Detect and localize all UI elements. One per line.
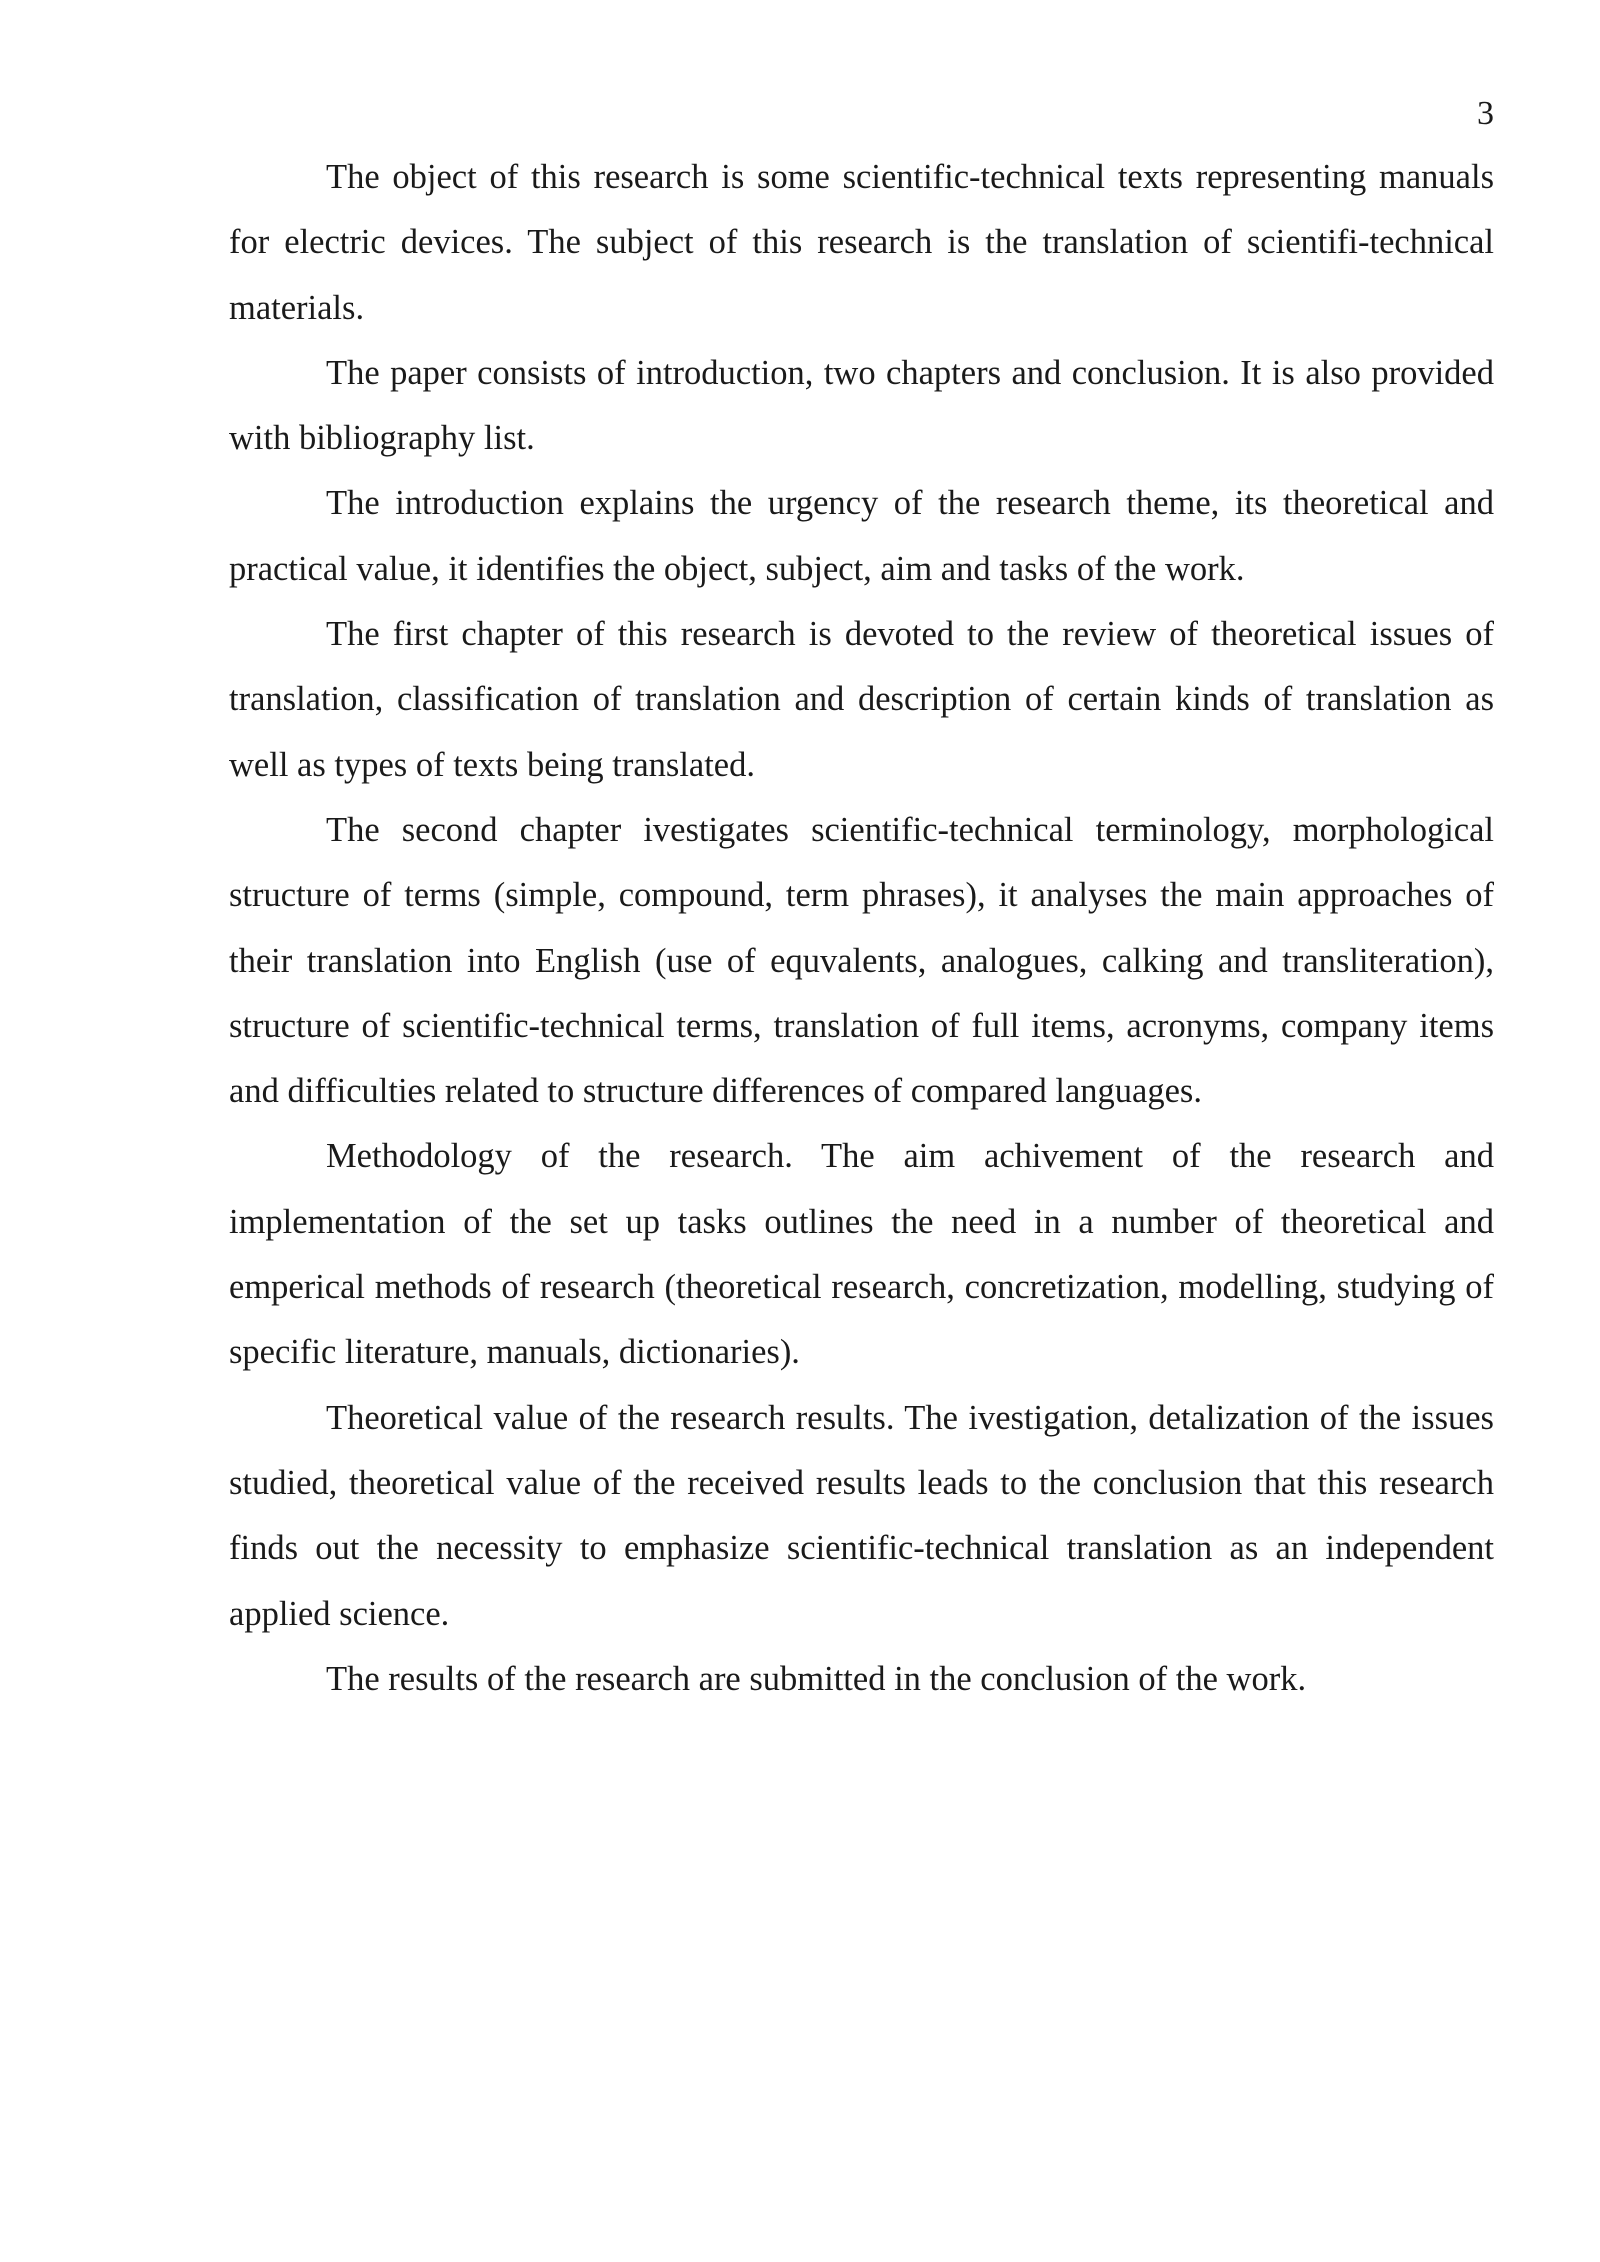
paragraph-theoretical-value: Theoretical value of the research results. The ivestigation, detalization of the issues studied, theoretical value of the received results leads to the conclusion that this research finds out the necessity to emphasize scientific-technical translation as an independent applied science. [229,1398,1494,1633]
paragraph-methodology: Methodology of the research. The aim achivement of the research and implementation of the set up tasks outlines the need in a number of theoretical and emperical methods of research (theoretical research, concretization, modelling, studying of specific literature, manuals, dictionaries). [229,1137,1494,1372]
document-body [229,145,1494,1712]
paragraph-introduction-summary: The introduction explains the urgency of the research theme, its theoretical and practical value, it identifies the object, subject, aim and tasks of the work. [229,484,1494,588]
paragraph-results: The results of the research are submitted in the conclusion of the work. [326,1659,1307,1698]
paragraph-first-chapter-summary: The first chapter of this research is devoted to the review of theoretical issues of translation, classification of translation and description of certain kinds of translation as well as types of texts being translated. [229,615,1494,784]
page-number: 3 [1477,95,1494,132]
paragraph-second-chapter-summary: The second chapter ivestigates scientific-technical terminology, morphological structure of terms (simple, compound, term phrases), it analyses the main approaches of their translation into English (use of equvalents, analogues, calking and transliteration), structure of scientific-technical terms, translation of full items, acronyms, company items and difficulties related to structure differences of compared languages. [229,810,1494,1111]
paragraph-research-object: The object of this research is some scientific-technical texts representing manuals for electric devices. The subject of this research is the translation of scientifi-technical materials. [229,158,1494,327]
paragraph-paper-structure: The paper consists of introduction, two chapters and conclusion. It is also provided with bibliography list. [229,353,1494,458]
